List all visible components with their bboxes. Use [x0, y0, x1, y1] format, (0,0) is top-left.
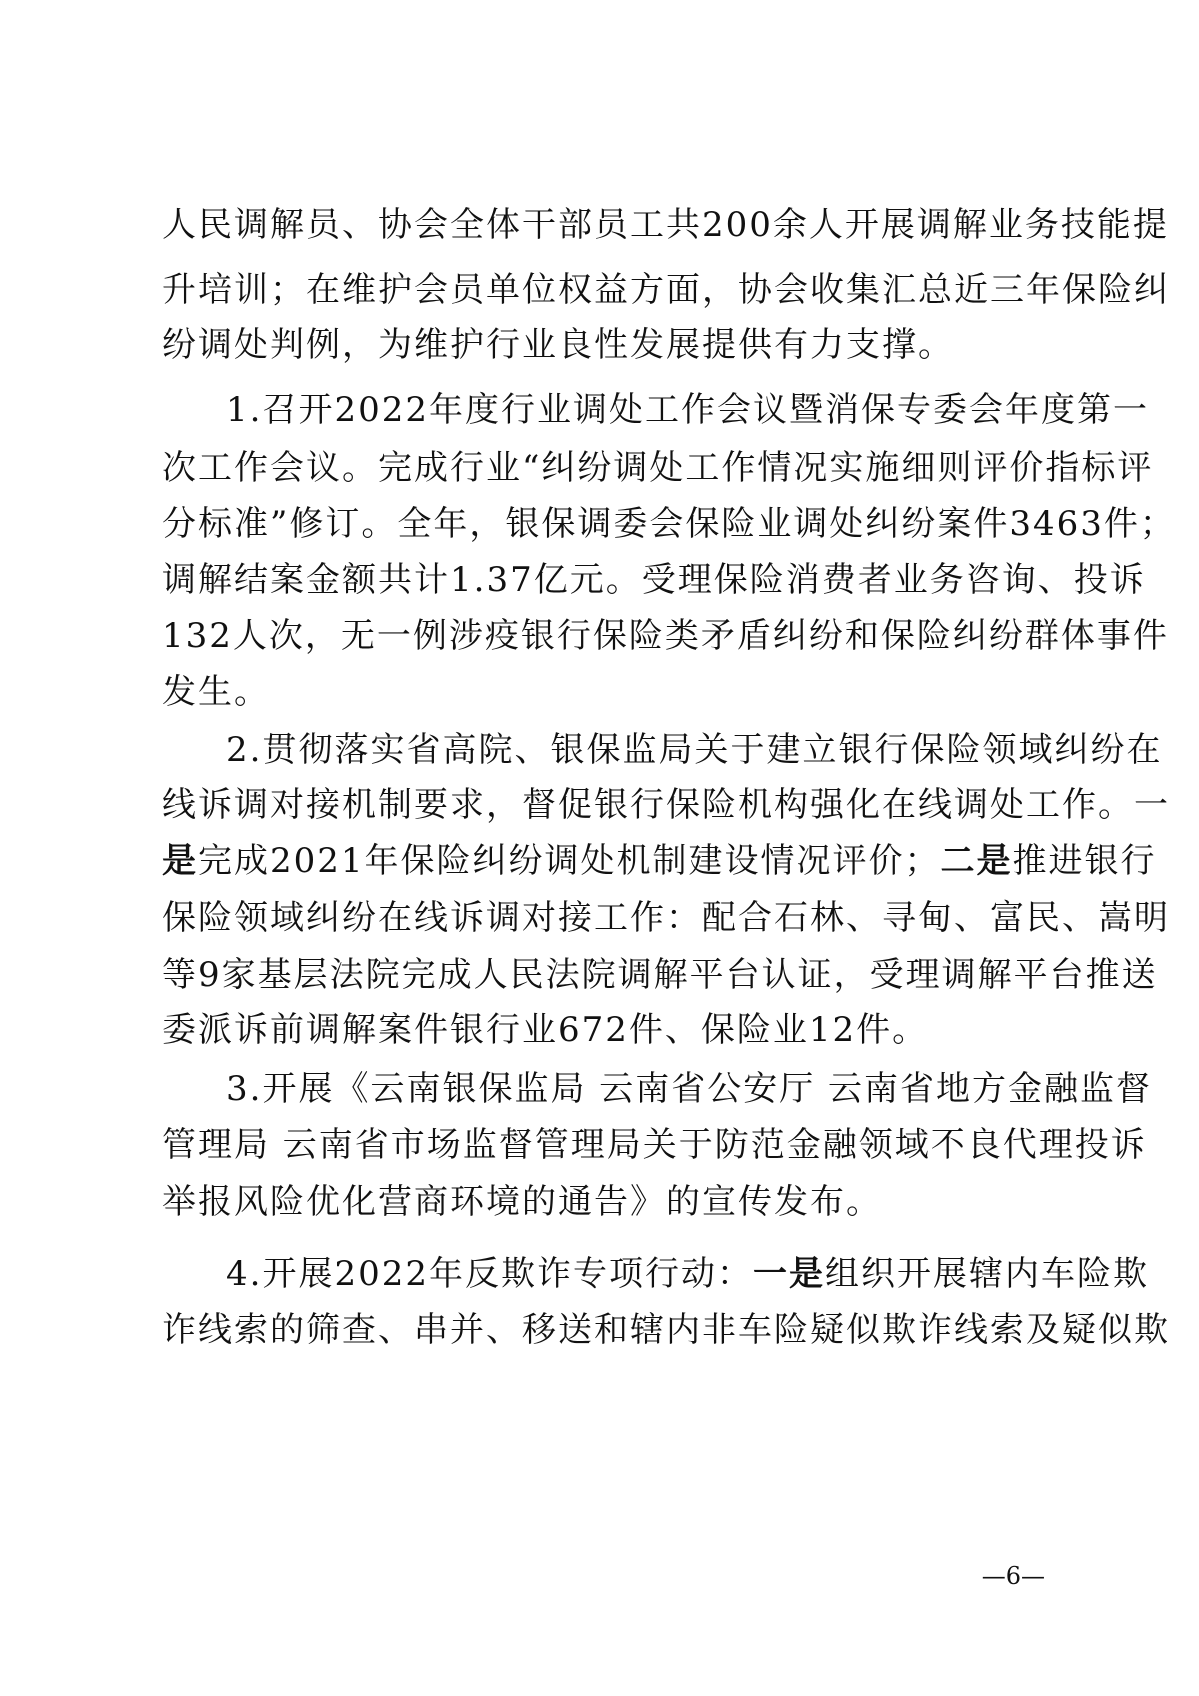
inline-text: 完成2021年保险纠纷调处机制建设情况评价；: [198, 841, 941, 881]
item-1-line: 发生。: [162, 672, 270, 712]
paragraph-line: 升培训；在维护会员单位权益方面，协会收集汇总近三年保险纠: [162, 270, 1170, 310]
item-3-line: 举报风险优化营商环境的通告》的宣传发布。: [162, 1182, 882, 1222]
paragraph-line: 纷调处判例，为维护行业良性发展提供有力支撑。: [162, 325, 954, 365]
item-4-line: [226, 1242, 1149, 1306]
item-2-line: [162, 829, 1157, 893]
item-3-line: 3.开展《云南银保监局 云南省公安厅 云南省地方金融监督: [226, 1069, 1153, 1109]
item-1-line: 分标准”修订。全年，银保调委会保险业调处纠纷案件3463件；: [162, 504, 1176, 544]
item-3-line: 管理局 云南省市场监督管理局关于防范金融领域不良代理投诉: [162, 1125, 1147, 1165]
item-2-line: 等9家基层法院完成人民法院调解平台认证，受理调解平台推送: [162, 955, 1158, 995]
paragraph-line: 人民调解员、协会全体干部员工共200余人开展调解业务技能提: [162, 205, 1169, 245]
inline-text: 4.开展2022年反欺诈专项行动：: [226, 1254, 753, 1294]
item-4-line: 诈线索的筛查、串并、移送和辖内非车险疑似欺诈线索及疑似欺: [162, 1310, 1170, 1350]
item-1-line: 1.召开2022年度行业调处工作会议暨消保专委会年度第一: [226, 390, 1149, 430]
emphasis-first: 一是: [752, 1254, 825, 1294]
item-2-line: 线诉调对接机制要求，督促银行保险机构强化在线调处工作。一: [162, 785, 1170, 825]
item-2-line: 委派诉前调解案件银行业672件、保险业12件。: [162, 1010, 929, 1050]
item-1-line: 次工作会议。完成行业“纠纷调处工作情况实施细则评价指标评: [162, 448, 1154, 488]
page-number: —6—: [981, 1562, 1045, 1590]
inline-text: 组织开展辖内车险欺: [824, 1254, 1149, 1294]
emphasis-second: 二是: [940, 841, 1013, 881]
item-1-line: 调解结案金额共计1.37亿元。受理保险消费者业务咨询、投诉: [162, 560, 1146, 600]
inline-text: 推进银行: [1012, 841, 1157, 881]
item-1-line: 132人次，无一例涉疫银行保险类矛盾纠纷和保险纠纷群体事件: [162, 616, 1169, 656]
item-2-line: 保险领域纠纷在线诉调对接工作：配合石林、寻甸、富民、嵩明: [162, 898, 1170, 938]
item-2-line: 2.贯彻落实省高院、银保监局关于建立银行保险领域纠纷在: [226, 730, 1163, 770]
emphasis-first: 是: [162, 841, 198, 881]
